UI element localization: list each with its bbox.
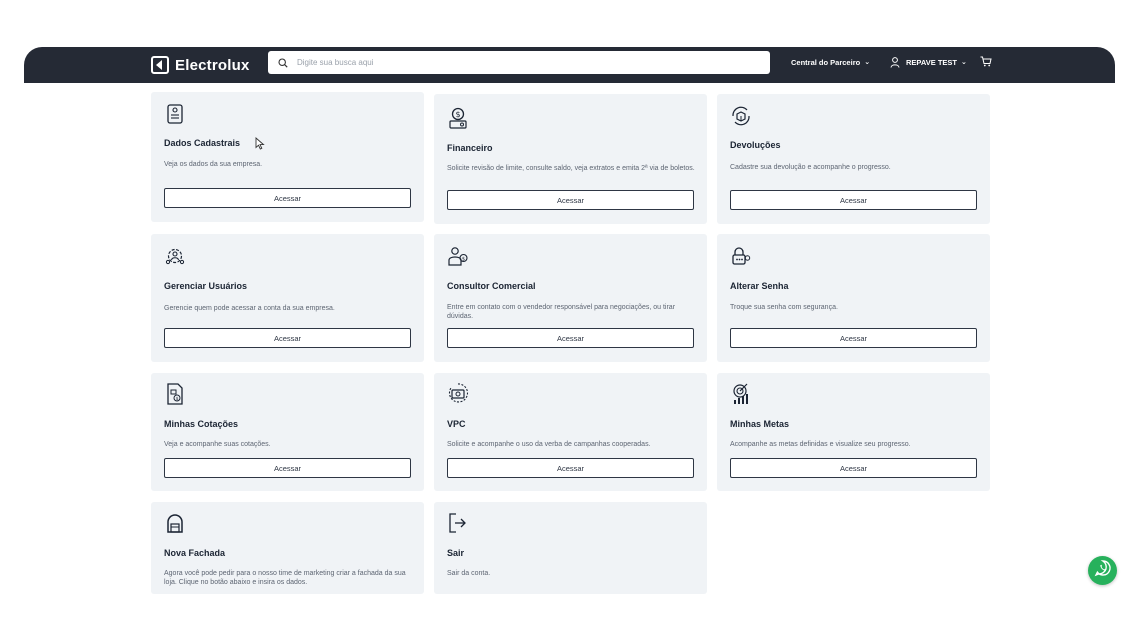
card-description: Troque sua senha com segurança. bbox=[730, 304, 838, 311]
card-title: Nova Fachada bbox=[164, 548, 226, 558]
lock-icon bbox=[730, 245, 752, 267]
whatsapp-button[interactable] bbox=[1088, 556, 1117, 585]
card-financeiro bbox=[434, 94, 707, 224]
card-vpc bbox=[434, 373, 707, 491]
card-title: Dados Cadastrais bbox=[164, 138, 241, 148]
top-navbar bbox=[24, 47, 1115, 83]
access-button[interactable]: Acessar bbox=[730, 458, 977, 478]
card-consultor-comercial bbox=[434, 234, 707, 362]
user-name: REPAVE TEST bbox=[906, 57, 957, 67]
access-button[interactable]: Acessar bbox=[164, 458, 411, 478]
access-button[interactable]: Acessar bbox=[447, 328, 694, 348]
quote-document-icon bbox=[164, 383, 186, 405]
consultant-icon bbox=[447, 245, 469, 267]
box-return-icon bbox=[730, 105, 752, 127]
card-description: Cadastre sua devolução e acompanhe o progresso. bbox=[730, 164, 891, 171]
card-minhas-metas bbox=[717, 373, 990, 491]
card-description: Sair da conta. bbox=[447, 570, 491, 577]
card-description: Acompanhe as metas definidas e visualize seu progresso. bbox=[730, 441, 911, 448]
card-title: Devoluções bbox=[730, 140, 781, 150]
card-title: Consultor Comercial bbox=[447, 281, 536, 291]
card-sair bbox=[434, 502, 707, 594]
logout-icon bbox=[447, 512, 469, 534]
chevron-down-icon: ⌄ bbox=[864, 59, 871, 66]
card-title: Sair bbox=[447, 548, 465, 558]
cart-icon bbox=[980, 56, 992, 69]
svg-text:$: $ bbox=[455, 110, 461, 119]
user-menu[interactable] bbox=[890, 47, 967, 77]
search-icon bbox=[277, 57, 289, 69]
campaign-money-icon bbox=[447, 382, 469, 404]
card-description: Veja os dados da sua empresa. bbox=[164, 161, 263, 168]
users-gear-icon bbox=[164, 245, 186, 267]
card-title: Alterar Senha bbox=[730, 281, 789, 291]
id-card-icon bbox=[164, 103, 186, 125]
card-devolucoes bbox=[717, 94, 990, 224]
card-title: Minhas Metas bbox=[730, 419, 790, 429]
brand-name: Electrolux bbox=[175, 56, 250, 74]
electrolux-logo-icon bbox=[151, 56, 169, 74]
access-button[interactable]: Acessar bbox=[447, 458, 694, 478]
whatsapp-icon bbox=[1094, 559, 1112, 582]
access-button[interactable]: Acessar bbox=[730, 190, 977, 210]
partner-center-label: Central do Parceiro bbox=[791, 57, 861, 67]
svg-text:$: $ bbox=[175, 397, 179, 402]
cart-button[interactable] bbox=[980, 47, 992, 77]
money-icon bbox=[447, 107, 469, 129]
access-button[interactable]: Acessar bbox=[164, 188, 411, 208]
card-title: Gerenciar Usuários bbox=[164, 281, 248, 291]
card-title: Minhas Cotações bbox=[164, 419, 239, 429]
chevron-down-icon: ⌄ bbox=[960, 59, 967, 66]
search-bar[interactable] bbox=[268, 51, 770, 74]
target-chart-icon bbox=[730, 383, 752, 405]
mouse-cursor-icon bbox=[255, 137, 265, 155]
partner-center-menu[interactable] bbox=[791, 47, 870, 77]
svg-text:$: $ bbox=[461, 256, 466, 263]
card-description: Solicite e acompanhe o uso da verba de campanhas cooperadas. bbox=[447, 441, 651, 448]
card-title: VPC bbox=[447, 419, 466, 429]
search-input[interactable] bbox=[295, 57, 759, 68]
card-nova-fachada bbox=[151, 502, 424, 594]
electrolux-logo[interactable] bbox=[151, 52, 250, 78]
card-description: Veja e acompanhe suas cotações. bbox=[164, 441, 271, 448]
card-dados-cadastrais bbox=[151, 92, 424, 222]
user-icon bbox=[890, 57, 900, 68]
card-description: Solicite revisão de limite, consulte saldo, veja extratos e emita 2ª via de boletos. bbox=[447, 165, 695, 172]
card-gerenciar-usuarios bbox=[151, 234, 424, 362]
storefront-icon bbox=[164, 513, 186, 535]
card-description: Agora você pode pedir para o nosso time de marketing criar a fachada da sua loja. Clique no botão abaixo e insira os dados. bbox=[164, 570, 406, 586]
access-button[interactable]: Acessar bbox=[447, 190, 694, 210]
card-alterar-senha bbox=[717, 234, 990, 362]
access-button[interactable]: Acessar bbox=[164, 328, 411, 348]
card-minhas-cotacoes bbox=[151, 373, 424, 491]
card-description: Gerencie quem pode acessar a conta da sua empresa. bbox=[164, 305, 335, 312]
access-button[interactable]: Acessar bbox=[730, 328, 977, 348]
card-description: Entre em contato com o vendedor responsável para negociações, ou tirar dúvidas. bbox=[447, 304, 676, 320]
card-title: Financeiro bbox=[447, 143, 493, 153]
